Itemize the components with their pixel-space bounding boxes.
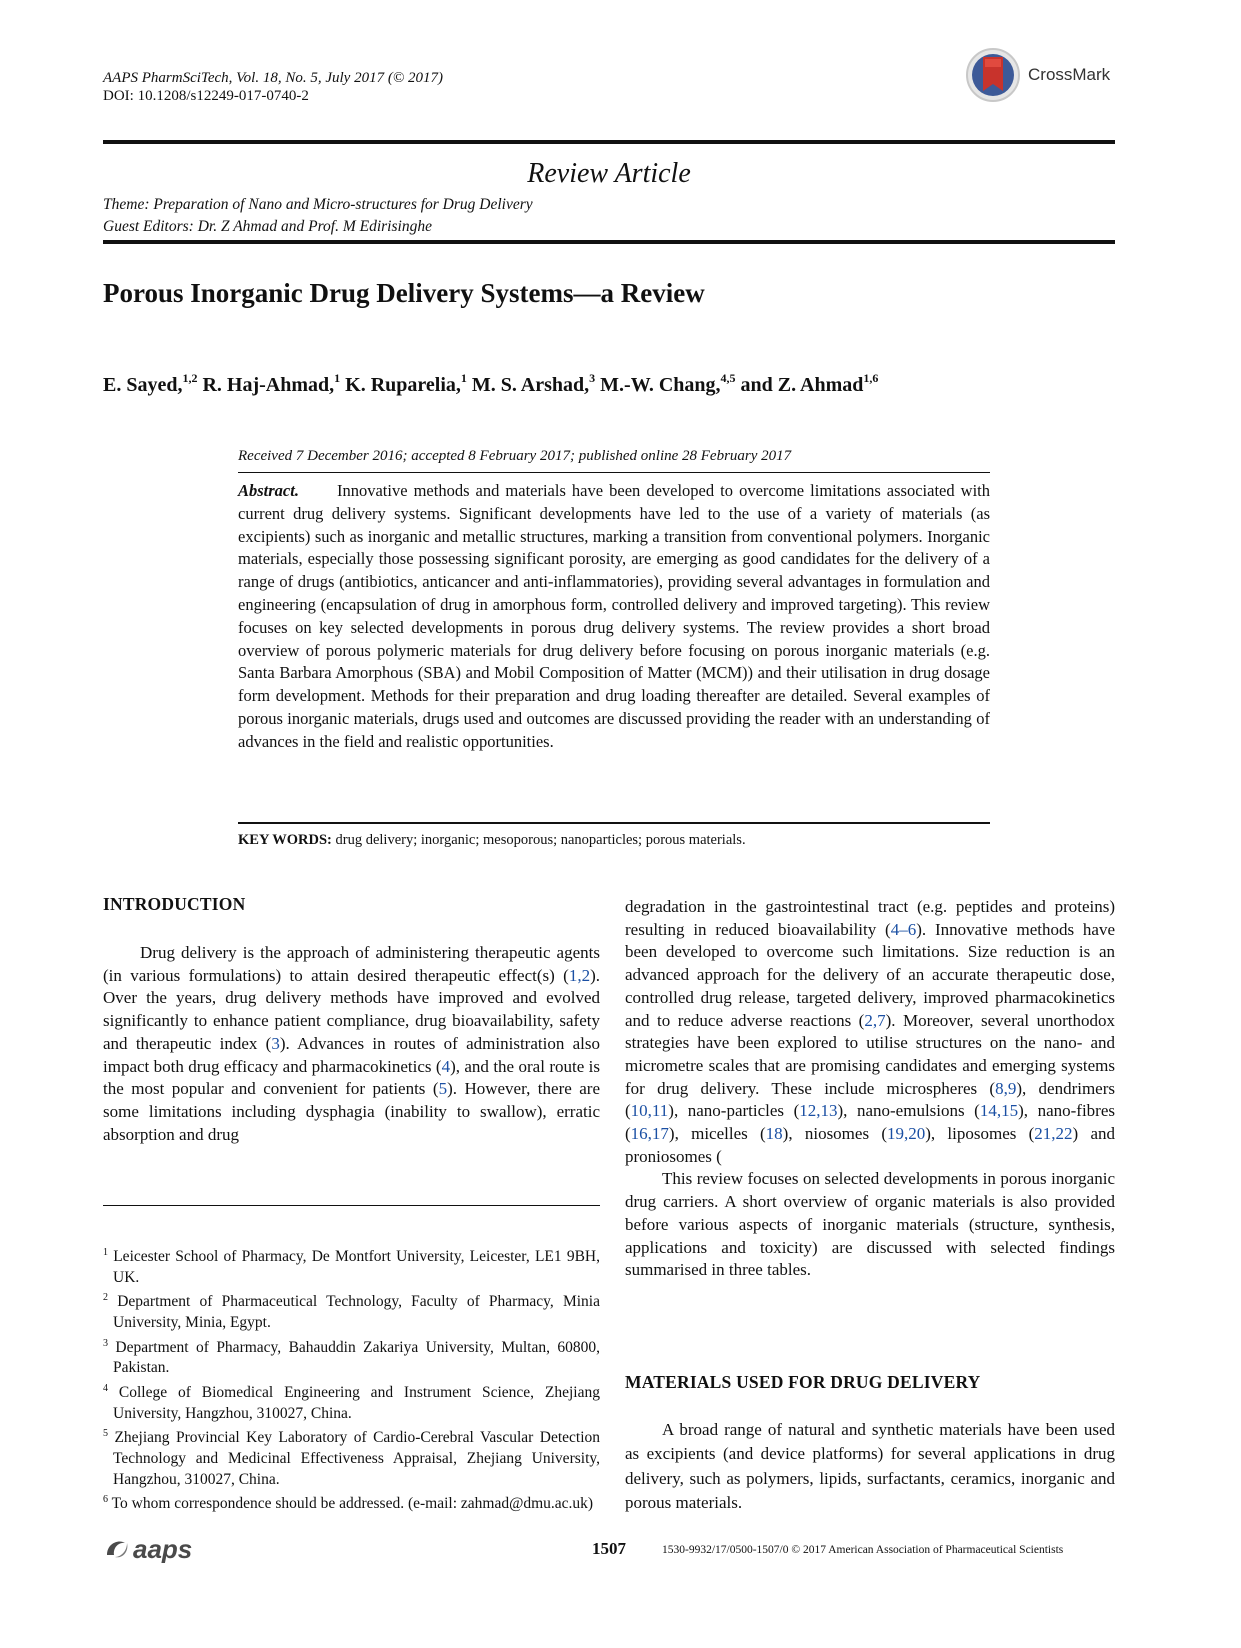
theme-rule xyxy=(103,240,1115,244)
author: M.-W. Chang,$^{4,5}$ xyxy=(600,371,736,396)
svg-text:aaps: aaps xyxy=(133,1534,193,1563)
abstract xyxy=(238,480,990,754)
introduction-heading: INTRODUCTION xyxy=(103,894,246,914)
abstract-bottom-rule xyxy=(238,822,990,824)
citation-link[interactable]: 10,11 xyxy=(630,1101,669,1121)
footnote: $^3$ Department of Pharmacy, Bahauddin Zakariya University, Multan, 60800, Pakistan. xyxy=(103,1337,601,1377)
aaps-logo-icon xyxy=(103,1533,213,1563)
citation-link[interactable]: 4–6 xyxy=(890,919,917,939)
citation-link[interactable]: 19,20 xyxy=(887,1124,926,1144)
article-title: Porous Inorganic Drug Delivery Systems—a Review xyxy=(103,278,705,308)
page-number: 1507 xyxy=(592,1539,626,1558)
copyright-line: 1530-9932/17/0500-1507/0 © 2017 American Association of Pharmaceutical Scientists xyxy=(662,1544,1064,1556)
author: R. Haj-Ahmad,$^1$ xyxy=(202,371,341,396)
received-dates: Received 7 December 2016; accepted 8 February 2017; published online 28 February 2017 xyxy=(238,448,792,464)
author-list xyxy=(103,372,878,397)
article-type: Review Article xyxy=(527,158,691,189)
keywords xyxy=(238,832,746,849)
keywords-text: drug delivery; inorganic; mesoporous; nanoparticles; porous materials. xyxy=(335,832,746,848)
aaps-logo xyxy=(103,1533,213,1563)
author: K. Ruparelia,$^1$ xyxy=(345,371,467,396)
journal-citation: AAPS PharmSciTech, Vol. 18, No. 5, July 2017 (© 2017) xyxy=(103,70,443,86)
doi[interactable]: DOI: 10.1208/s12249-017-0740-2 xyxy=(103,88,309,104)
footnote: $^1$ Leicester School of Pharmacy, De Montfort University, Leicester, LE1 9BH, UK. xyxy=(103,1247,601,1286)
citation-link[interactable]: 5 xyxy=(438,1079,448,1099)
citation-link[interactable]: 3 xyxy=(271,1033,280,1053)
author: and Z. Ahmad$^{1,6}$ xyxy=(740,371,879,396)
introduction-left-text: Drug delivery is the approach of administering therapeutic agents (in various formulations) to attain desired therapeutic effect(s) (1,2). Over the years, drug delivery methods have improved and evolved significantly to enhance patient compliance, drug bioavailability, safety and therapeutic index (3). Advances in routes of administration also impact both drug efficacy and pharmacokinetics (4), and the oral route is the most popular and convenient for patients (5). However, there are some limitations including dysphagia (inability to swallow), erratic absorption and drug xyxy=(103,943,600,1144)
crossmark-label: CrossMark xyxy=(1028,65,1111,84)
abstract-text: Innovative methods and materials have been developed to overcome limitations associated with current drug delivery systems. Significant developments have led to the use of a variety of materials (as excipients) such as inorganic and metallic structures, marking a transition from conventional polymers. Inorganic materials, especially those possessing significant porosity, are emerging as good candidates for the delivery of a range of drugs (antibiotics, anticancer and anti-inflammatories), providing several advantages in formulation and engineering (encapsulation of drug in amorphous form, controlled delivery and improved targeting). This review focuses on key selected developments in porous drug delivery systems. The review provides a short broad overview of porous polymeric materials for drug delivery before focusing on porous inorganic materials (e.g. Santa Barbara Amorphous (SBA) and Mobil Composition of Matter (MCM)) and their utilisation in drug dosage form development. Methods for their preparation and drug loading thereafter are detailed. Several examples of porous inorganic materials, drugs used and outcomes are discussed providing the reader with an understanding of advances in the field and realistic opportunities. xyxy=(238,481,990,751)
abstract-top-rule xyxy=(238,472,990,473)
footnote: $^2$ Department of Pharmaceutical Technology, Faculty of Pharmacy, Minia University, Minia, Egypt. xyxy=(103,1292,600,1332)
crossmark-badge[interactable] xyxy=(965,47,1115,105)
footnote: $^6$ To whom correspondence should be addressed. (e-mail: zahmad@dmu.ac.uk) xyxy=(103,1494,594,1513)
journal-header xyxy=(103,69,443,105)
materials-text: A broad range of natural and synthetic materials have been used as excipients (and device platforms) for several applications in drug delivery, such as polymers, lipids, surfactants, ceramics, inorganic and porous materials. xyxy=(625,1420,1115,1513)
citation-link[interactable]: 14,15 xyxy=(979,1101,1019,1121)
theme: Theme: Preparation of Nano and Micro-structures for Drug Delivery xyxy=(103,196,533,213)
footnote: $^4$ College of Biomedical Engineering and Instrument Science, Zhejiang University, Hangzhou, 310027, China. xyxy=(103,1383,600,1422)
footnotes xyxy=(103,1243,600,1515)
author: E. Sayed,$^{1,2}$ xyxy=(103,371,198,396)
introduction-right-para2: This review focuses on selected developments in porous inorganic drug carriers. A short overview of organic materials is also provided before various aspects of inorganic materials (structure, synthesis, applications and toxicity) are discussed with selected findings summarised in three tables. xyxy=(625,1169,1115,1280)
materials-heading: MATERIALS USED FOR DRUG DELIVERY xyxy=(625,1372,981,1392)
citation-link[interactable]: 8,9 xyxy=(995,1078,1017,1098)
author: M. S. Arshad,$^3$ xyxy=(471,371,596,396)
citation-link[interactable]: 18 xyxy=(765,1124,783,1144)
header-rule xyxy=(103,140,1115,144)
footnote-rule xyxy=(103,1205,600,1206)
citation-link[interactable]: 12,13 xyxy=(799,1101,838,1121)
guest-editors: Guest Editors: Dr. Z Ahmad and Prof. M Edirisinghe xyxy=(103,218,432,235)
introduction-right-text: degradation in the gastrointestinal tract (e.g. peptides and proteins) resulting in reduced bioavailability (4–6). Innovative methods have been developed to overcome such limitations. Size reduction is an advanced approach for the delivery of an accurate therapeutic dose, controlled drug release, targeted delivery, improved pharmacokinetics and to reduce adverse reactions (2,7). Moreover, several unorthodox strategies have been explored to utilise structures on the nano- and micrometre scales that are promising candidates and emerging systems for drug delivery. These include microspheres (8,9), dendrimers (10,11), nano-particles (12,13), nano-emulsions (14,15), nano-fibres (16,17), micelles (18), niosomes (19,20), liposomes (21,22) and proniosomes ( This review focuses on selected developments in porous inorganic drug carriers. A short overview of organic materials is also provided before various aspects of inorganic materials (structure, synthesis, applications and toxicity) are discussed with selected findings summarised in three tables. xyxy=(625,896,1115,1282)
citation-link[interactable]: 2,7 xyxy=(864,1010,886,1030)
citation-link[interactable]: 1,2 xyxy=(568,965,591,985)
citation-link[interactable]: 16,17 xyxy=(630,1124,669,1144)
keywords-label: KEY WORDS: xyxy=(238,832,332,848)
citation-link[interactable]: 4 xyxy=(441,1056,451,1076)
crossmark-icon xyxy=(965,47,1021,103)
abstract-label: Abstract. xyxy=(238,481,299,500)
footnote: $^5$ Zhejiang Provincial Key Laboratory of Cardio-Cerebral Vascular Detection Technology and Medicinal Effectiveness Appraisal, Zhejiang University, Hangzhou, 310027, China. xyxy=(103,1428,601,1488)
citation-link[interactable]: 21,22 xyxy=(1034,1124,1073,1144)
theme-block xyxy=(103,194,533,238)
